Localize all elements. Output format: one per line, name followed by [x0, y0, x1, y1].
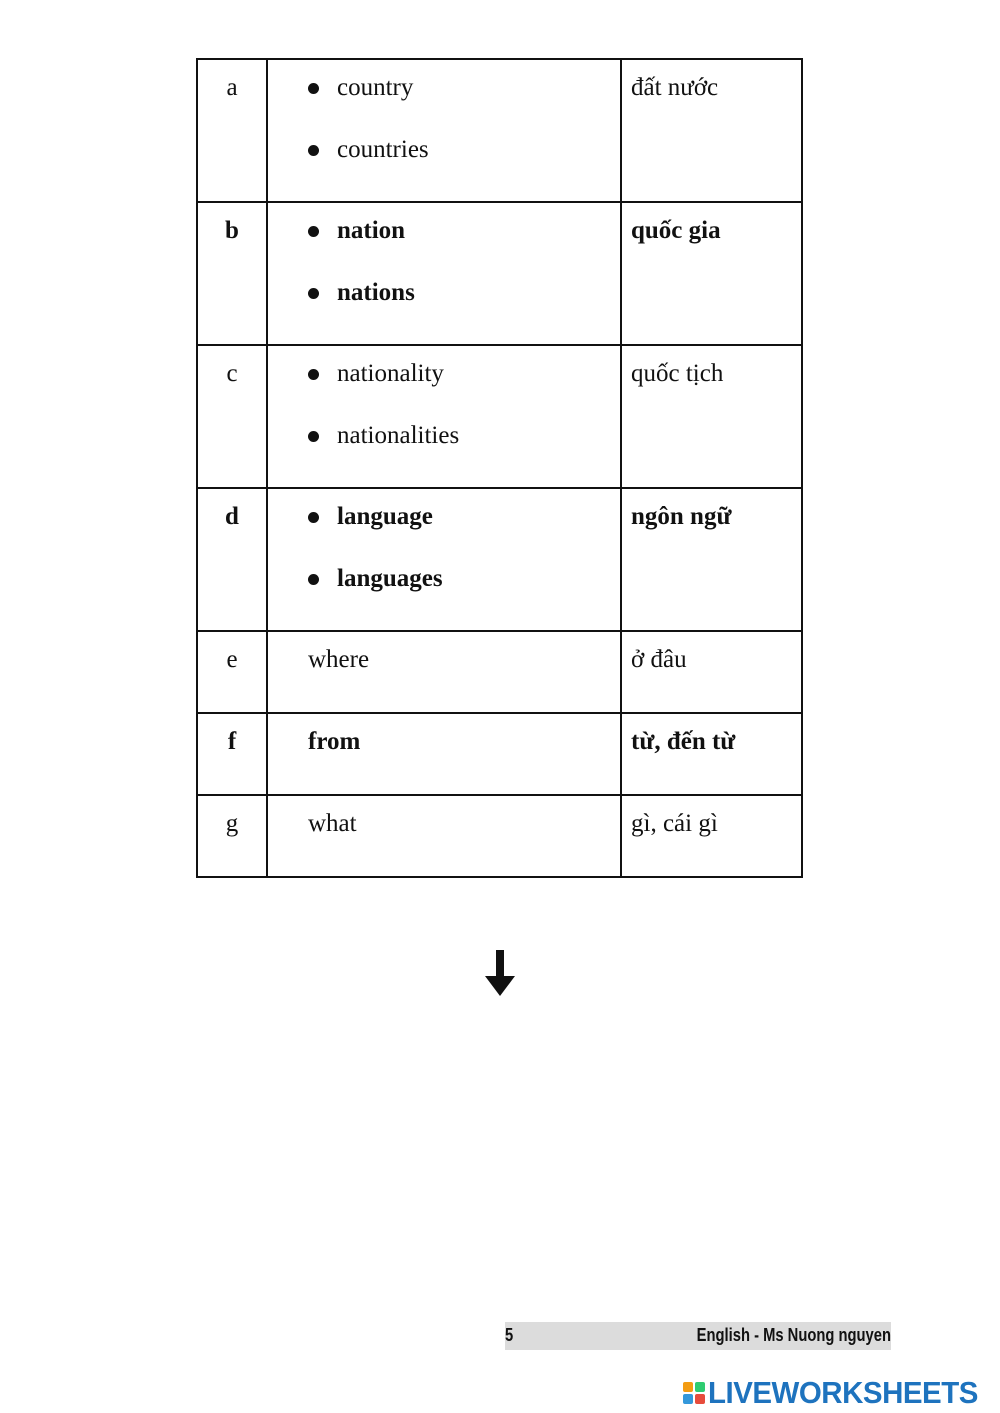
word-form: nations: [337, 279, 415, 306]
meaning-text: ngôn ngữ: [631, 503, 732, 530]
table-row: [197, 795, 802, 877]
bullet-icon: [308, 83, 319, 94]
row-letter: e: [226, 646, 238, 673]
meaning-cell: [621, 713, 802, 795]
row-letter-cell: [197, 202, 267, 345]
list-item: [308, 503, 620, 565]
arrow-down-svg: [484, 950, 516, 998]
row-letter: d: [225, 503, 239, 530]
row-letter-cell: [197, 795, 267, 877]
bullet-icon: [308, 431, 319, 442]
page-number: 5: [505, 1325, 514, 1345]
row-letter-cell: [197, 713, 267, 795]
word-forms-cell: [267, 713, 621, 795]
row-letter-cell: [197, 59, 267, 202]
row-letter: g: [225, 810, 239, 837]
meaning-cell: [621, 345, 802, 488]
list-item: [308, 217, 620, 279]
meaning-text: ở đâu: [631, 646, 687, 673]
word-forms-cell: [267, 631, 621, 713]
list-item: [308, 565, 620, 627]
row-letter: c: [226, 360, 238, 387]
table-row: [197, 345, 802, 488]
word-form: nationality: [337, 360, 444, 387]
meaning-text: đất nước: [631, 74, 719, 101]
table-row: [197, 631, 802, 713]
word-form: nation: [337, 217, 406, 244]
word-forms-list: [268, 60, 620, 198]
vocabulary-table: [196, 58, 803, 878]
word-forms-cell: [267, 488, 621, 631]
table-row: [197, 59, 802, 202]
page-footer: [505, 1322, 891, 1350]
list-item: [308, 74, 620, 136]
word-forms-list: [268, 489, 620, 627]
meaning-text: quốc gia: [631, 217, 721, 244]
footer-author: English - Ms Nuong nguyen: [696, 1325, 891, 1345]
row-letter-cell: [197, 631, 267, 713]
row-letter-cell: [197, 488, 267, 631]
word-forms-cell: [267, 202, 621, 345]
list-item: [308, 136, 620, 198]
meaning-cell: [621, 488, 802, 631]
logo-text: LIVEWORKSHEETS: [707, 1375, 978, 1410]
word-form: languages: [337, 565, 443, 592]
word-form: nationalities: [337, 422, 460, 449]
table-row: [197, 202, 802, 345]
word-form: language: [337, 503, 433, 530]
word-forms-cell: [267, 345, 621, 488]
list-item: [308, 360, 620, 422]
word-form: where: [308, 646, 370, 673]
word-forms-cell: [267, 795, 621, 877]
meaning-cell: [621, 59, 802, 202]
meaning-cell: [621, 631, 802, 713]
meaning-text: từ, đến từ: [631, 728, 736, 755]
meaning-cell: [621, 202, 802, 345]
list-item: [308, 279, 620, 341]
bullet-icon: [308, 226, 319, 237]
table-row: [197, 488, 802, 631]
meaning-cell: [621, 795, 802, 877]
liveworksheets-logo: [683, 1376, 992, 1410]
arrow-down-icon: [484, 950, 516, 1003]
bullet-icon: [308, 512, 319, 523]
word-forms-cell: [267, 59, 621, 202]
row-letter: b: [225, 217, 239, 244]
row-letter: a: [226, 74, 238, 101]
word-forms-list: [268, 203, 620, 341]
list-item: [308, 422, 620, 484]
word-form: from: [308, 728, 361, 755]
word-form: what: [308, 810, 357, 837]
meaning-text: gì, cái gì: [631, 810, 718, 837]
word-forms-list: [268, 346, 620, 484]
bullet-icon: [308, 369, 319, 380]
bullet-icon: [308, 288, 319, 299]
bullet-icon: [308, 145, 319, 156]
row-letter-cell: [197, 345, 267, 488]
table-row: [197, 713, 802, 795]
row-letter: f: [227, 728, 237, 755]
meaning-text: quốc tịch: [631, 360, 724, 387]
liveworksheets-mark-icon: [683, 1382, 705, 1404]
word-form: countries: [337, 136, 429, 163]
bullet-icon: [308, 574, 319, 585]
word-form: country: [337, 74, 414, 101]
